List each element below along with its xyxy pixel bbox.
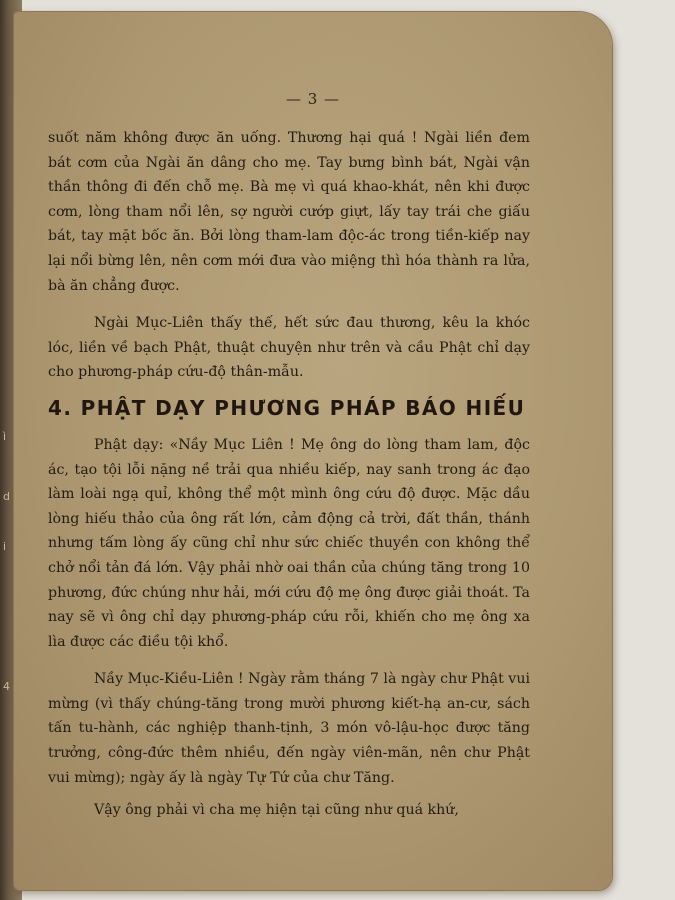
paragraph-4: Nầy Mục-Kiều-Liên ! Ngày rằm tháng 7 là ngày chư Phật vui mừng (vì thấy chúng-tăng trong mười phương kiết-hạ an-cư, sách tấn tu-hành, các nghiệp thanh-tịnh, 3 món vô-lậu-học được tăng trưởng, công-đức thêm nhiều, đến ngày viên-mãn, nên chư Phật vui mừng); ngày ấy là ngày Tự Tứ của chư Tăng. (48, 671, 530, 786)
page-number: — 3 — (285, 90, 341, 108)
page-body (48, 126, 530, 823)
section-heading: 4. PHẬT DẠY PHƯƠNG PHÁP BÁO HIẾU (48, 395, 526, 420)
spine-mark: d (3, 490, 10, 503)
spine-mark: ì (3, 430, 7, 443)
paragraph-1: suốt năm không được ăn uống. Thương hại quá ! Ngài liền đem bát cơm của Ngài ăn dâng cho mẹ. Tay bưng bình bát, Ngài vận thần thông đi đến chỗ mẹ. Bà mẹ vì quá khao-khát, nên khi được cơm, lòng tham nổi lên, sợ người cướp giựt, lấy tay trái che giấu bát, tay mặt bốc ăn. Bởi lòng tham-lam độc-ác trong tiền-kiếp nay lại nổi bừng lên, nên cơm mới đưa vào miệng thì hóa thành ra lửa, bà ăn chẳng được. (48, 130, 530, 294)
spine-mark: i (3, 540, 7, 553)
paragraph-3: Phật dạy: «Nầy Mục Liên ! Mẹ ông do lòng tham lam, độc ác, tạo tội lỗi nặng nề trải qua nhiều kiếp, nay sanh trong ác đạo làm loài ngạ quỉ, không thể một mình ông cứu độ được. Mặc dầu lòng hiếu thảo của ông rất lớn, cảm động cả trời, đất thần, thánh nhưng tấm lòng ấy cũng chỉ như sức chiếc thuyền con không thể chở nổi tản đá lớn. Vậy phải nhờ oai thần của chúng tăng trong 10 phương, đức chúng như hải, mới cứu độ mẹ ông được giải thoát. Ta nay sẽ vì ông chỉ dạy phương-pháp cứu rỗi, khiến cho mẹ ông xa lìa được các điều tội khổ. (48, 436, 530, 650)
paragraph-5: Vậy ông phải vì cha mẹ hiện tại cũng như quá khứ, (94, 802, 459, 819)
spine-mark: 4 (3, 680, 10, 693)
paragraph-2: Ngài Mục-Liên thấy thế, hết sức đau thương, kêu la khóc lóc, liền về bạch Phật, thuật chuyện như trên và cầu Phật chỉ dạy cho phương-pháp cứu-độ thân-mẫu. (48, 315, 530, 381)
book-page (14, 12, 612, 890)
